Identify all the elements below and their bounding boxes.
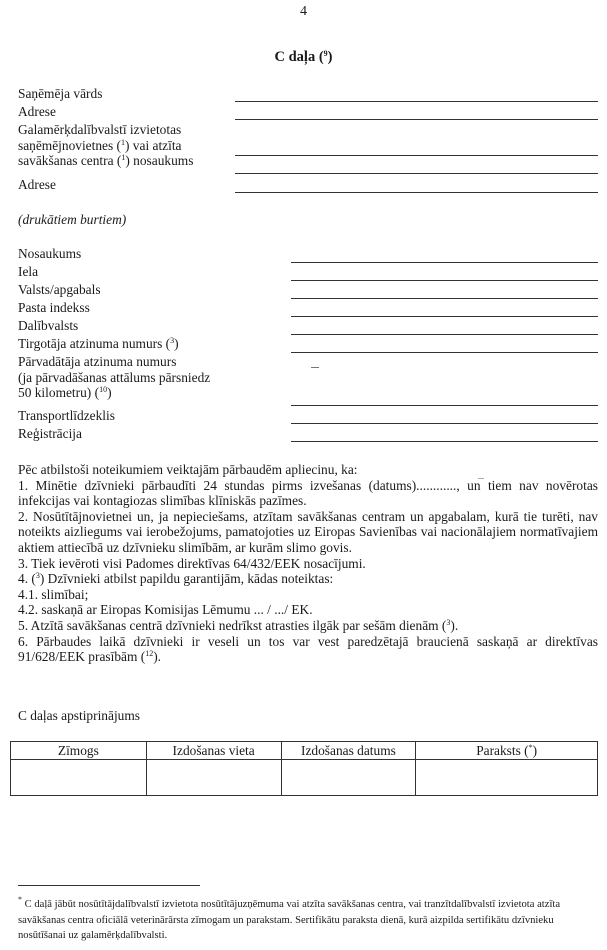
- destination-holding-label-line3: [18, 153, 193, 169]
- footnote-ref: 1: [121, 153, 126, 163]
- certification-item-4-1: 4.1. slimībai;: [18, 586, 89, 602]
- text-part: 5. Atzītā savākšanas centrā dzīvnieki nedrīkst atrasties ilgāk par sešām dienām (: [18, 617, 447, 633]
- text-part: ) Dzīvnieki atbilst papildu garantijām, kādas noteiktas:: [39, 571, 334, 587]
- dash-mark: [311, 367, 319, 368]
- destination-address-label: Adrese: [18, 177, 56, 192]
- destination-address-field[interactable]: [235, 192, 598, 193]
- country-region-field[interactable]: [291, 298, 598, 299]
- footnote-ref: 3: [446, 617, 451, 627]
- label-part: 50 kilometru) (: [18, 385, 100, 401]
- certification-item-4-2: 4.2. saskaņā ar Eiropas Komisijas Lēmumu ... / .../ EK.: [18, 602, 313, 618]
- footnote: [18, 897, 598, 944]
- label-part: Tirgotāja atzinuma numurs (: [18, 336, 171, 351]
- text-part: ).: [450, 617, 459, 633]
- certification-item-4: [18, 571, 598, 587]
- recipient-address-label: Adrese: [18, 104, 56, 119]
- destination-holding-label: [18, 122, 193, 169]
- print-note: (drukātiem burtiem): [18, 212, 127, 227]
- transporter-approval-label-line1: Pārvadātāja atzinuma numurs: [18, 354, 177, 369]
- header-text: ): [532, 742, 538, 758]
- section-title-close: ): [327, 49, 333, 65]
- footnote-text: C daļā jābūt nosūtītājdalībvalstī izvietota nosūtītājuzņēmuma vai atzīta savākšanas centra, vai tranzītdalībvalstī izvietota atzīta savākšanas centra oficiālā veterinārārsta zīmogam un parakstam. Sertifikātu paraksta dienā, kurā aizpilda sertifikātu dzīvnieku nosūtīšanai uz galamērķdalībvalsti.: [18, 899, 561, 941]
- name-label: Nosaukums: [18, 246, 82, 261]
- transporter-approval-field[interactable]: [291, 405, 598, 406]
- table-header-row: [11, 742, 598, 760]
- footnote-ref: *: [528, 742, 533, 752]
- certification-intro: Pēc atbilstoši noteikumiem veiktajām pārbaudēm apliecinu, ka:: [18, 462, 358, 477]
- vehicle-label: Transportlīdzeklis: [18, 408, 115, 423]
- member-state-field[interactable]: [291, 334, 598, 335]
- certification-body: [18, 462, 598, 665]
- text-part: 6. Pārbaudes laikā dzīvnieki ir veseli un tos var vest paredzētajā braucienā saskaņā ar direktīvas 91/628/EEK prasībām (: [18, 633, 598, 665]
- certification-item-2: 2. Nosūtītājnovietnei un, ja nepieciešams, atzītam savākšanas centram un apgabalam, kurā tie turēti, nav noteikts aizliegums vai ierobežojums, pamatojoties uz Eiropas Savienības vai nacionālajiem normatīvajiem aktiem attiecībā uz dzīvnieku slimībām, ar kurām slimo govis.: [18, 508, 598, 555]
- name-field[interactable]: [291, 262, 598, 263]
- label-part: ): [174, 336, 179, 351]
- section-title: [0, 50, 607, 66]
- signature-cell[interactable]: [416, 760, 598, 796]
- label-part: saņēmējnovietnes (: [18, 137, 121, 153]
- section-title-text: C daļa (: [274, 49, 324, 65]
- page-number: 4: [300, 4, 307, 19]
- header-text: Paraksts (: [476, 742, 529, 758]
- stamp-cell[interactable]: [11, 760, 147, 796]
- confirmation-table: [10, 741, 598, 796]
- street-label: Iela: [18, 264, 39, 279]
- recipient-name-field[interactable]: [235, 101, 598, 102]
- certification-item-6: [18, 634, 598, 665]
- confirmation-heading: C daļas apstiprinājums: [18, 708, 140, 723]
- footnote-ref: 1: [121, 137, 125, 147]
- destination-holding-label-line2: [18, 138, 193, 154]
- label-part: ) nosaukums: [125, 153, 194, 169]
- destination-holding-label-line1: Galamērķdalībvalstī izvietotas: [18, 122, 182, 137]
- label-part: ): [107, 385, 112, 401]
- place-of-issue-cell[interactable]: [146, 760, 281, 796]
- vehicle-field[interactable]: [291, 423, 598, 424]
- column-header-signature: [416, 742, 598, 760]
- street-field[interactable]: [291, 280, 598, 281]
- footnote-separator: [18, 885, 200, 886]
- recipient-address-field[interactable]: [235, 119, 598, 120]
- postal-code-label: Pasta indekss: [18, 300, 90, 315]
- table-row: [11, 760, 598, 796]
- footnote-ref: 3: [170, 336, 175, 345]
- label-part: savākšanas centra (: [18, 153, 122, 169]
- transporter-approval-label-line2: (ja pārvadāšanas attālums pārsniedz: [18, 369, 211, 385]
- postal-code-field[interactable]: [291, 316, 598, 317]
- certification-item-3: 3. Tiek ievēroti visi Padomes direktīvas 64/432/EEK nosacījumi.: [18, 555, 366, 571]
- column-header-place-of-issue: Izdošanas vieta: [146, 742, 281, 760]
- destination-holding-field-2[interactable]: [235, 173, 598, 174]
- certification-item-5: [18, 618, 598, 634]
- footnote-ref: 3: [35, 571, 40, 581]
- registration-field[interactable]: [291, 441, 598, 442]
- registration-label: Reģistrācija: [18, 426, 82, 441]
- text-part: ).: [153, 649, 161, 665]
- footnote-ref: 10: [99, 385, 108, 395]
- country-region-label: Valsts/apgabals: [18, 282, 101, 297]
- dealer-approval-field[interactable]: [291, 352, 598, 353]
- date-of-issue-cell[interactable]: [281, 760, 416, 796]
- recipient-name-label: Saņēmēja vārds: [18, 86, 103, 101]
- text-part: 4. (: [18, 571, 36, 587]
- footnote-marker: *: [18, 895, 22, 904]
- certification-item-1: 1. Minētie dzīvnieki pārbaudīti 24 stundas pirms izvešanas (datums)............, un tiem nav novērotas infekcijas vai kontagiozas slimības klīniskās pazīmes.: [18, 477, 598, 509]
- dealer-approval-label: [18, 336, 179, 352]
- member-state-label: Dalībvalsts: [18, 318, 79, 333]
- footnote-ref: 12: [145, 649, 154, 659]
- footnote-ref: 9: [323, 49, 328, 58]
- transporter-approval-label-line3: [18, 385, 210, 401]
- label-part: ) vai atzīta: [125, 137, 182, 153]
- column-header-date-of-issue: Izdošanas datums: [281, 742, 416, 760]
- destination-holding-field[interactable]: [235, 155, 598, 156]
- column-header-stamp: Zīmogs: [11, 742, 147, 760]
- transporter-approval-label: [18, 354, 210, 401]
